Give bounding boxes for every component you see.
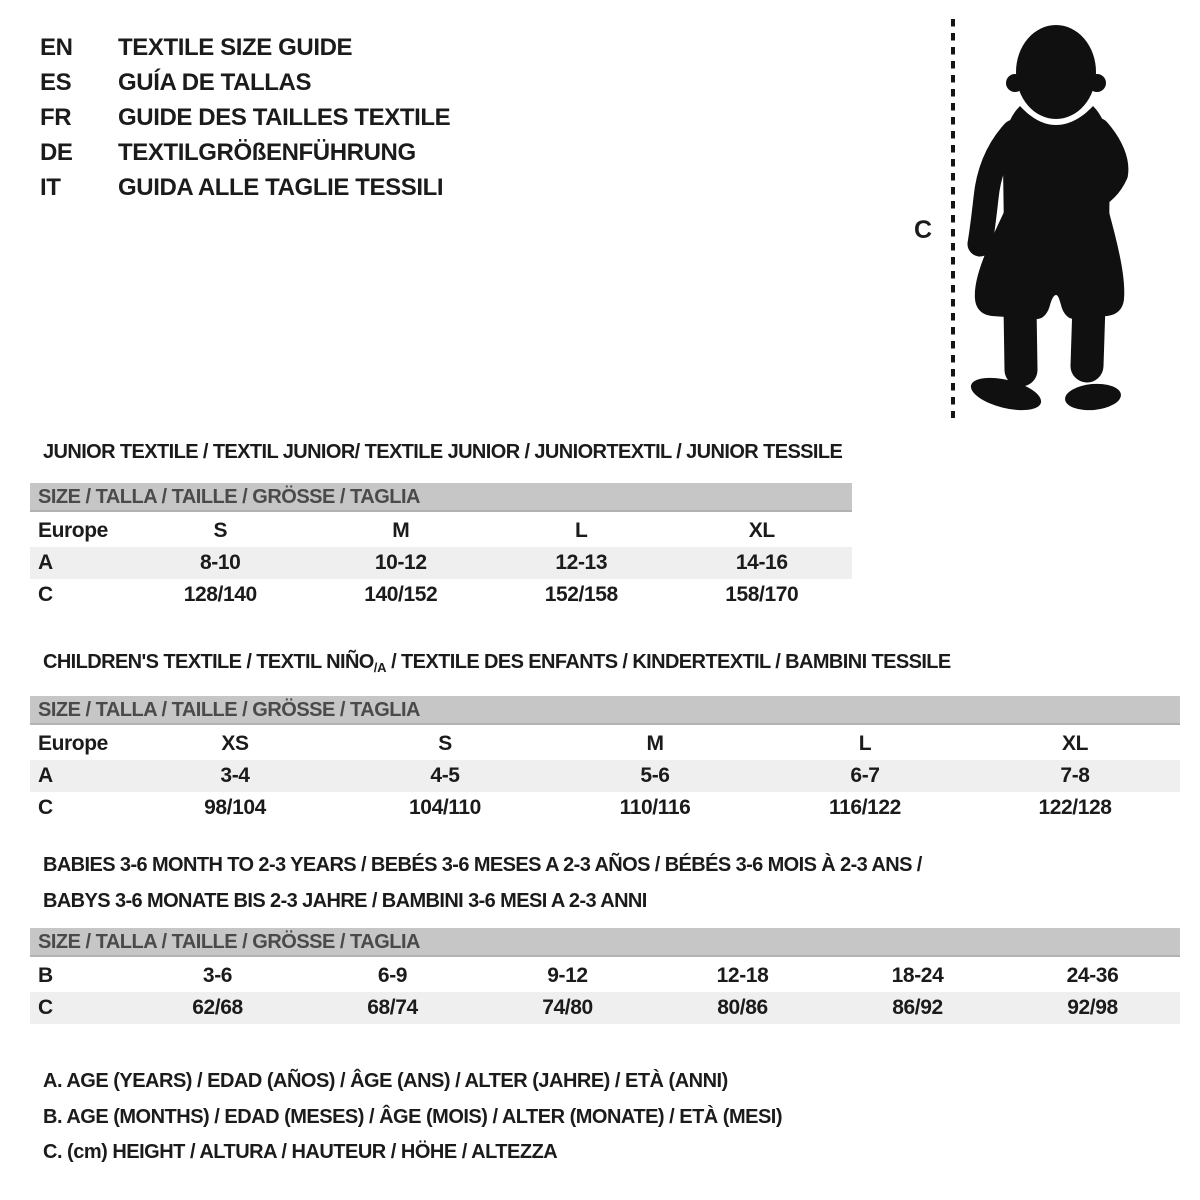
table-cell: 12-18: [716, 964, 769, 987]
legend-line: C. (cm) HEIGHT / ALTURA / HAUTEUR / HÖHE / ALTEZZA: [43, 1141, 558, 1163]
table-cell: 152/158: [544, 583, 618, 606]
table-row: [30, 579, 852, 611]
heading-text: / TEXTILE DES ENFANTS / KINDERTEXTIL / BAMBINI TESSILE: [386, 651, 951, 673]
language-code: EN: [40, 34, 73, 61]
size-table: [30, 515, 852, 611]
table-cell: 10-12: [374, 551, 427, 574]
row-label: C: [38, 796, 53, 819]
table-cell: 3-6: [202, 964, 233, 987]
table-cell: 98/104: [204, 796, 266, 819]
table-cell: 68/74: [367, 996, 418, 1019]
table-cell: 6-7: [850, 764, 880, 787]
guide-title: GUIDA ALLE TAGLIE TESSILI: [118, 174, 444, 201]
table-cell: 110/116: [619, 796, 691, 819]
table-cell: 14-16: [735, 551, 788, 574]
table-row: [30, 960, 1180, 992]
language-code: ES: [40, 69, 72, 96]
language-code: IT: [40, 174, 61, 201]
section-heading-line: [43, 644, 1180, 686]
heading-text: JUNIOR TEXTILE / TEXTIL JUNIOR/ TEXTILE JUNIOR / JUNIORTEXTIL / JUNIOR TESSILE: [43, 441, 843, 463]
table-cell: 24-36: [1066, 964, 1119, 987]
language-title-row: [40, 65, 450, 100]
language-title-row: [40, 135, 450, 170]
heading-text: BABYS 3-6 MONATE BIS 2-3 JAHRE / BAMBINI 3-6 MESI A 2-3 ANNI: [43, 890, 647, 912]
table-cell: M: [392, 519, 410, 542]
size-header-bar: [30, 696, 1180, 725]
table-cell: 18-24: [891, 964, 944, 987]
table-cell: 62/68: [192, 996, 243, 1019]
row-label: Europe: [38, 519, 108, 542]
table-cell: 128/140: [183, 583, 257, 606]
section-junior-textile: [30, 434, 852, 611]
language-title-row: [40, 100, 450, 135]
section-heading-line: [43, 883, 1180, 919]
table-cell: 86/92: [892, 996, 943, 1019]
table-cell: XL: [748, 519, 775, 542]
table-cell: 104/110: [409, 796, 481, 819]
guide-title: TEXTILE SIZE GUIDE: [118, 34, 353, 61]
table-cell: M: [646, 732, 664, 755]
language-title-row: [40, 170, 450, 205]
table-cell: 158/170: [725, 583, 799, 606]
table-cell: L: [858, 732, 872, 755]
size-header-bar: [30, 928, 1180, 957]
measurement-legend: [43, 1064, 782, 1171]
table-cell: XL: [1061, 732, 1089, 755]
table-cell: XS: [221, 732, 249, 755]
size-table: [30, 728, 1180, 824]
legend-line: B. AGE (MONTHS) / EDAD (MESES) / ÂGE (MOIS) / ALTER (MONATE) / ETÀ (MESI): [43, 1105, 783, 1128]
table-row: [30, 792, 1180, 824]
table-row: [30, 547, 852, 579]
section-heading: [30, 434, 852, 470]
size-header-label: SIZE / TALLA / TAILLE / GRÖSSE / TAGLIA: [38, 699, 420, 721]
table-cell: 74/80: [542, 996, 593, 1019]
section-heading: [30, 644, 1180, 686]
table-cell: 12-13: [555, 551, 608, 574]
table-cell: 7-8: [1060, 764, 1090, 787]
table-row: [30, 760, 1180, 792]
guide-title: GUÍA DE TALLAS: [118, 69, 312, 96]
section-babies-textile: [30, 847, 1180, 1024]
size-table: [30, 960, 1180, 1024]
size-header-bar: [30, 483, 852, 512]
table-cell: 3-4: [220, 764, 250, 787]
table-row: [30, 992, 1180, 1024]
table-cell: 8-10: [200, 551, 241, 574]
section-childrens-textile: [30, 644, 1180, 824]
table-cell: 4-5: [430, 764, 460, 787]
guide-title: TEXTILGRÖßENFÜHRUNG: [118, 139, 416, 166]
size-header-label: SIZE / TALLA / TAILLE / GRÖSSE / TAGLIA: [38, 931, 420, 953]
baby-figure: [940, 16, 1145, 421]
row-label: C: [38, 583, 53, 606]
section-heading-line: [43, 847, 1180, 883]
section-heading: [30, 847, 1180, 919]
guide-title: GUIDE DES TAILLES TEXTILE: [118, 104, 451, 131]
language-title-list: [40, 30, 450, 205]
table-row: [30, 728, 1180, 760]
height-measure-label: C: [914, 216, 932, 244]
language-title-row: [40, 30, 450, 65]
table-cell: S: [438, 732, 452, 755]
heading-text: CHILDREN'S TEXTILE / TEXTIL NIÑO: [43, 651, 374, 673]
table-cell: 6-9: [377, 964, 408, 987]
table-cell: 5-6: [640, 764, 670, 787]
row-label: C: [38, 996, 53, 1019]
table-row: [30, 515, 852, 547]
table-cell: 9-12: [547, 964, 588, 987]
language-code: DE: [40, 139, 73, 166]
section-heading-line: [43, 434, 852, 470]
table-cell: S: [213, 519, 228, 542]
row-label: B: [38, 964, 53, 987]
language-code: FR: [40, 104, 72, 131]
legend-line: A. AGE (YEARS) / EDAD (AÑOS) / ÂGE (ANS) / ALTER (JAHRE) / ETÀ (ANNI): [43, 1070, 728, 1092]
table-cell: 80/86: [717, 996, 768, 1019]
size-header-label: SIZE / TALLA / TAILLE / GRÖSSE / TAGLIA: [38, 486, 420, 508]
table-cell: 122/128: [1038, 796, 1112, 819]
heading-text: BABIES 3-6 MONTH TO 2-3 YEARS / BEBÉS 3-6 MESES A 2-3 AÑOS / BÉBÉS 3-6 MOIS À 2-3 ANS /: [43, 854, 922, 876]
heading-subscript: /A: [373, 660, 387, 675]
toddler-silhouette: [968, 25, 1125, 416]
table-cell: L: [575, 519, 588, 542]
row-label: Europe: [38, 732, 108, 755]
row-label: A: [38, 551, 53, 574]
row-label: A: [38, 764, 53, 787]
table-cell: 140/152: [364, 583, 438, 606]
table-cell: 92/98: [1067, 996, 1118, 1019]
table-cell: 116/122: [829, 796, 901, 819]
